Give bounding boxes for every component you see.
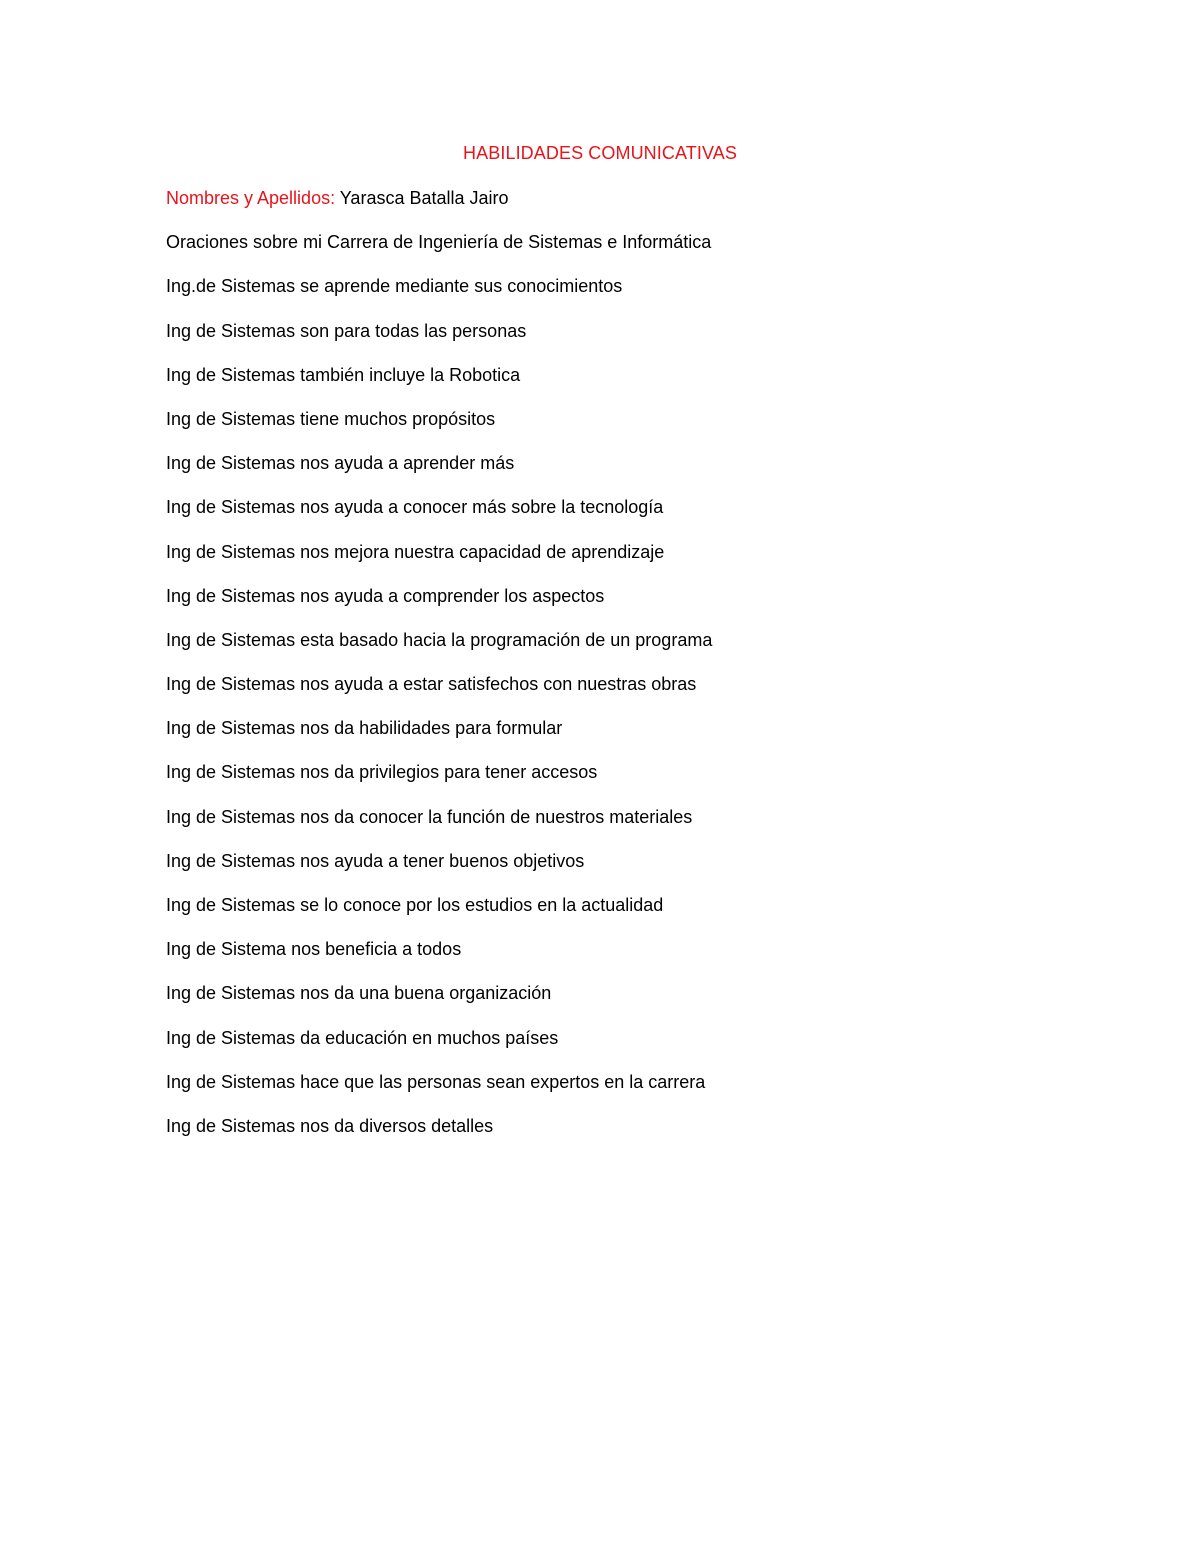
document-body	[166, 186, 1126, 1158]
intro-line: Oraciones sobre mi Carrera de Ingeniería de Sistemas e Informática	[166, 232, 712, 253]
sentence-line: Ing.de Sistemas se aprende mediante sus conocimientos	[166, 276, 623, 297]
sentence-line: Ing de Sistemas son para todas las personas	[166, 320, 527, 341]
sentence-line: Ing de Sistema nos beneficia a todos	[166, 939, 462, 960]
sentence-line: Ing de Sistemas se lo conoce por los estudios en la actualidad	[166, 895, 664, 915]
name-label: Nombres y Apellidos:	[166, 188, 336, 208]
sentence-line: Ing de Sistemas nos ayuda a comprender los aspectos	[166, 585, 605, 606]
sentence-line: Ing de Sistemas hace que las personas sean expertos en la carrera	[166, 1071, 706, 1092]
sentence-line: Ing de Sistemas nos da diversos detalles	[166, 1115, 494, 1136]
name-value: Yarasca Batalla Jairo	[339, 188, 509, 208]
sentence-line: Ing de Sistemas nos da habilidades para formular	[166, 718, 563, 739]
sentence-line: Ing de Sistemas tiene muchos propósitos	[166, 408, 496, 429]
name-line	[166, 186, 1126, 210]
sentence-line: Ing de Sistemas nos ayuda a aprender más	[166, 453, 515, 474]
sentence-line: Ing de Sistemas nos da privilegios para tener accesos	[166, 762, 598, 783]
sentence-line: Ing de Sistemas nos ayuda a conocer más sobre la tecnología	[166, 497, 664, 518]
sentence-line: Ing de Sistemas también incluye la Robotica	[166, 364, 521, 385]
sentence-line: Ing de Sistemas nos da una buena organización	[166, 983, 552, 1004]
document-title: HABILIDADES COMUNICATIVAS	[463, 143, 737, 163]
sentence-line: Ing de Sistemas nos ayuda a tener buenos objetivos	[166, 850, 585, 871]
sentence-line: Ing de Sistemas esta basado hacia la programación de un programa	[166, 629, 713, 650]
sentence-line: Ing de Sistemas nos mejora nuestra capacidad de aprendizaje	[166, 541, 665, 562]
sentence-line: Ing de Sistemas nos ayuda a estar satisfechos con nuestras obras	[166, 674, 697, 695]
sentence-line: Ing de Sistemas nos da conocer la función de nuestros materiales	[166, 806, 693, 827]
sentence-line: Ing de Sistemas da educación en muchos países	[166, 1027, 559, 1048]
